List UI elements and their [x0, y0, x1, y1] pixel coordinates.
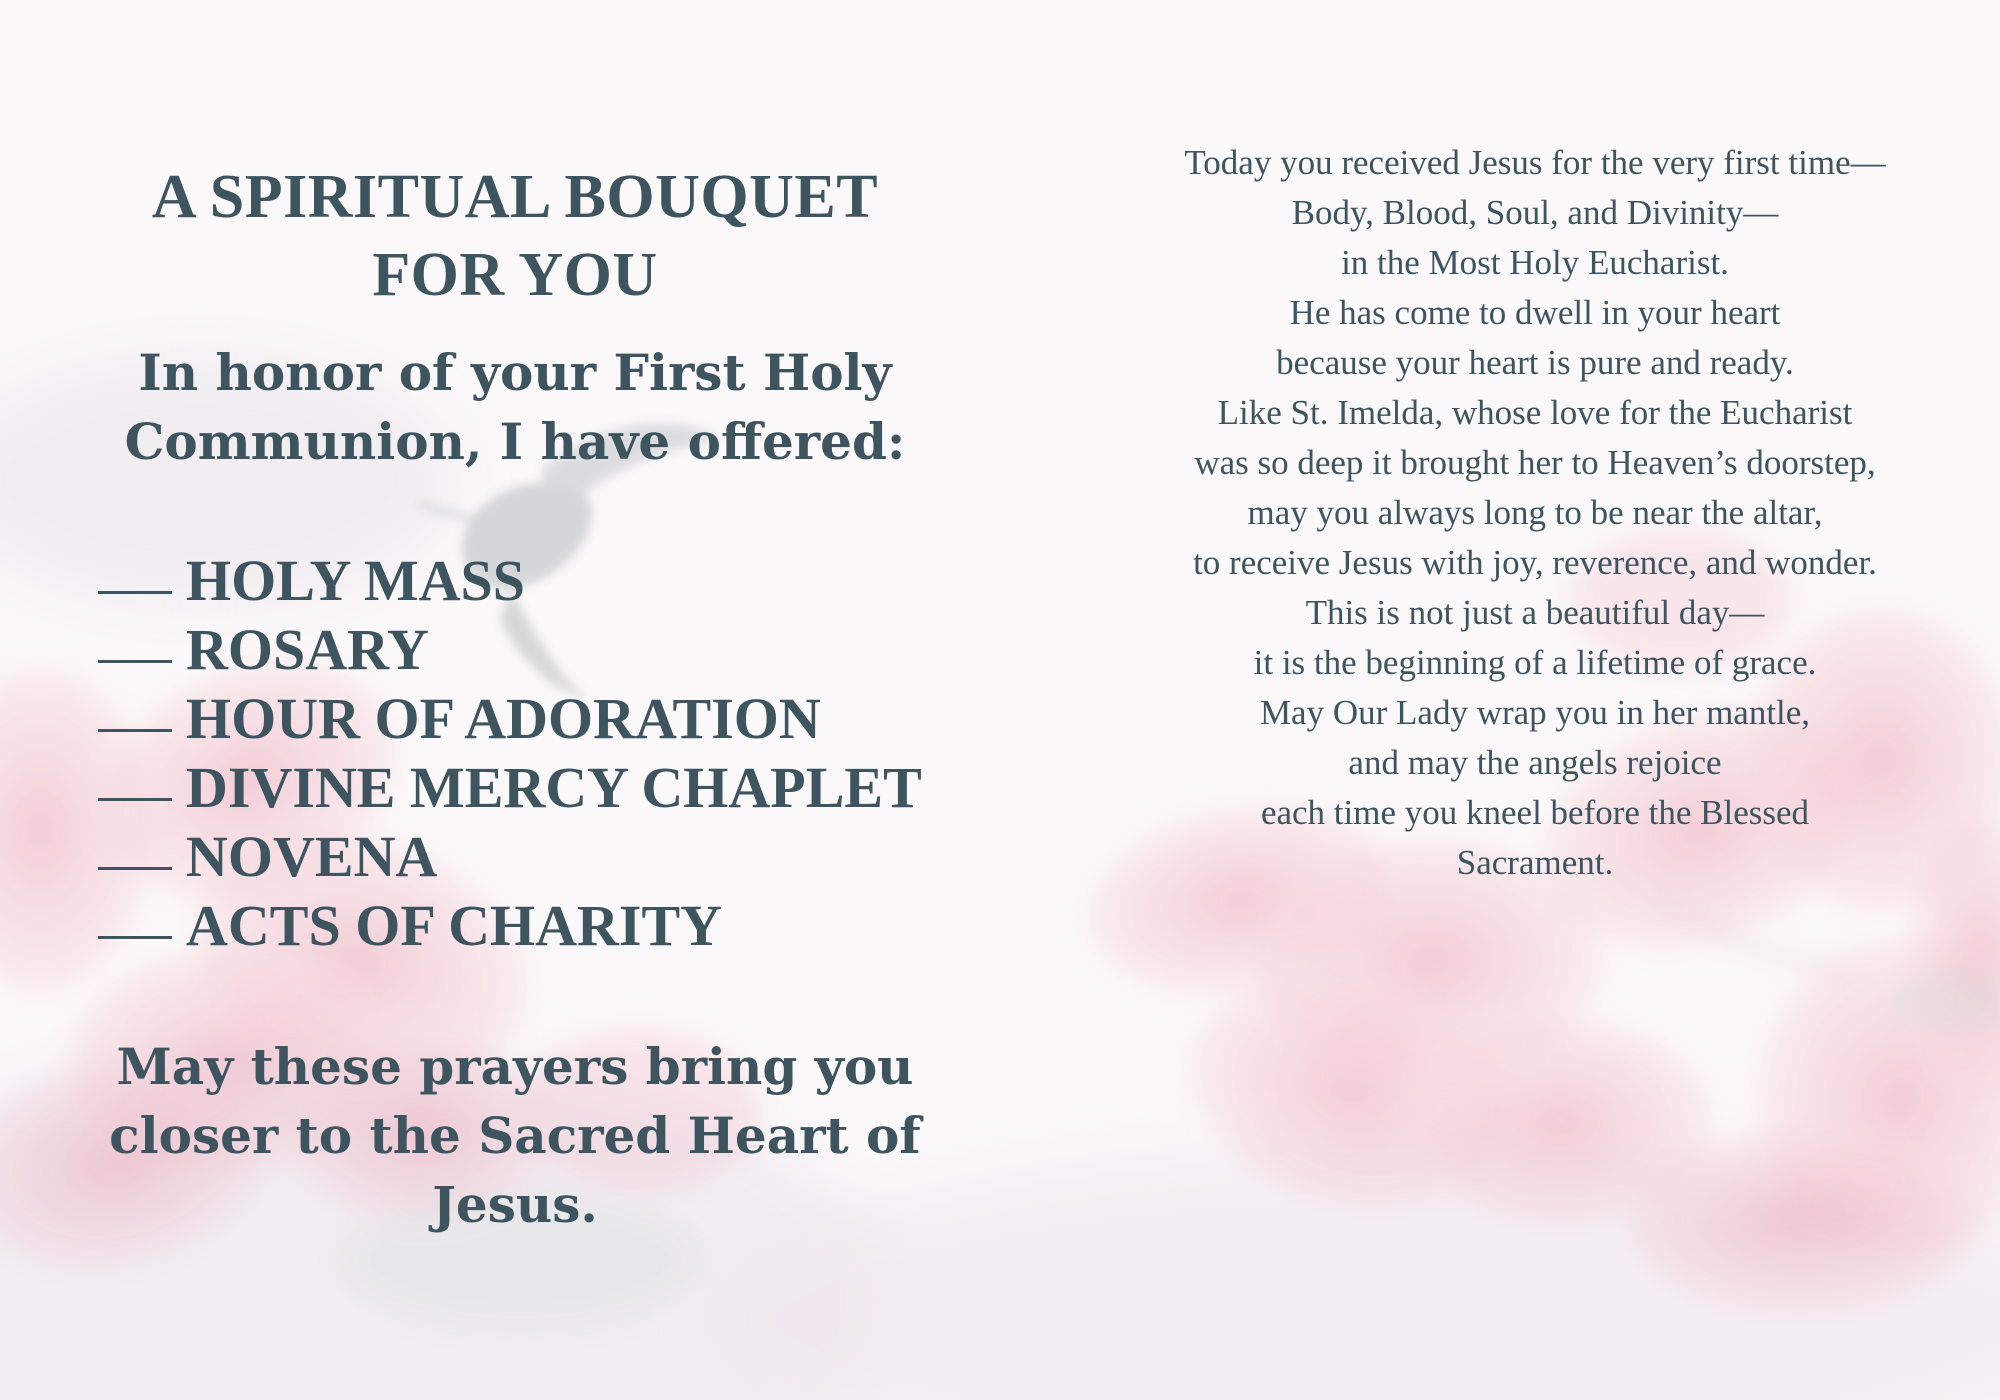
intro-line: In honor of your First Holy	[138, 343, 892, 402]
offering-label: HOUR OF ADORATION	[186, 686, 821, 751]
offering-label: NOVENA	[186, 824, 438, 889]
message-line: each time you kneel before the Blessed	[1260, 793, 1810, 832]
offering-item	[98, 753, 922, 822]
message-line: because your heart is pure and ready.	[1276, 343, 1794, 382]
offering-item	[98, 546, 922, 615]
offering-item	[98, 615, 922, 684]
blank-line	[98, 936, 172, 939]
title-line: FOR YOU	[372, 241, 658, 309]
message-line: May Our Lady wrap you in her mantle,	[1259, 693, 1811, 732]
intro-text	[60, 338, 970, 476]
message-line: Sacrament.	[1456, 843, 1614, 882]
message-line: in the Most Holy Eucharist.	[1341, 243, 1729, 282]
message-line: This is not just a beautiful day—	[1305, 593, 1765, 632]
closing-line: May these prayers bring you	[116, 1037, 914, 1096]
offering-item	[98, 684, 922, 753]
blank-line	[98, 729, 172, 732]
offering-label: DIVINE MERCY CHAPLET	[186, 755, 922, 820]
offering-label: ROSARY	[186, 617, 429, 682]
message-line: may you always long to be near the altar,	[1247, 493, 1823, 532]
message-line: Body, Blood, Soul, and Divinity—	[1291, 193, 1779, 232]
message-line: was so deep it brought her to Heaven’s doorstep,	[1194, 443, 1876, 482]
message-line: to receive Jesus with joy, reverence, and wonder.	[1193, 543, 1877, 582]
bouquet-title	[60, 158, 970, 314]
closing-line: closer to the Sacred Heart of	[109, 1106, 921, 1165]
message-panel	[1030, 0, 2000, 1400]
offerings-list	[98, 546, 922, 960]
blank-line	[98, 798, 172, 801]
closing-blessing	[80, 1032, 950, 1239]
message-line: it is the beginning of a lifetime of grace.	[1253, 643, 1817, 682]
blank-line	[98, 660, 172, 663]
message-line: and may the angels rejoice	[1348, 743, 1722, 782]
blank-line	[98, 867, 172, 870]
closing-line: Jesus.	[432, 1175, 598, 1234]
offering-label: ACTS OF CHARITY	[186, 893, 723, 958]
message-line: Today you received Jesus for the very first time—	[1184, 143, 1886, 182]
intro-line: Communion, I have offered:	[124, 412, 906, 471]
offering-item	[98, 822, 922, 891]
message-line: Like St. Imelda, whose love for the Eucharist	[1217, 393, 1853, 432]
title-line: A SPIRITUAL BOUQUET	[151, 163, 879, 231]
offering-label: HOLY MASS	[186, 548, 525, 613]
blank-line	[98, 591, 172, 594]
offering-item	[98, 891, 922, 960]
communion-message	[1070, 138, 2000, 888]
message-line: He has come to dwell in your heart	[1289, 293, 1781, 332]
